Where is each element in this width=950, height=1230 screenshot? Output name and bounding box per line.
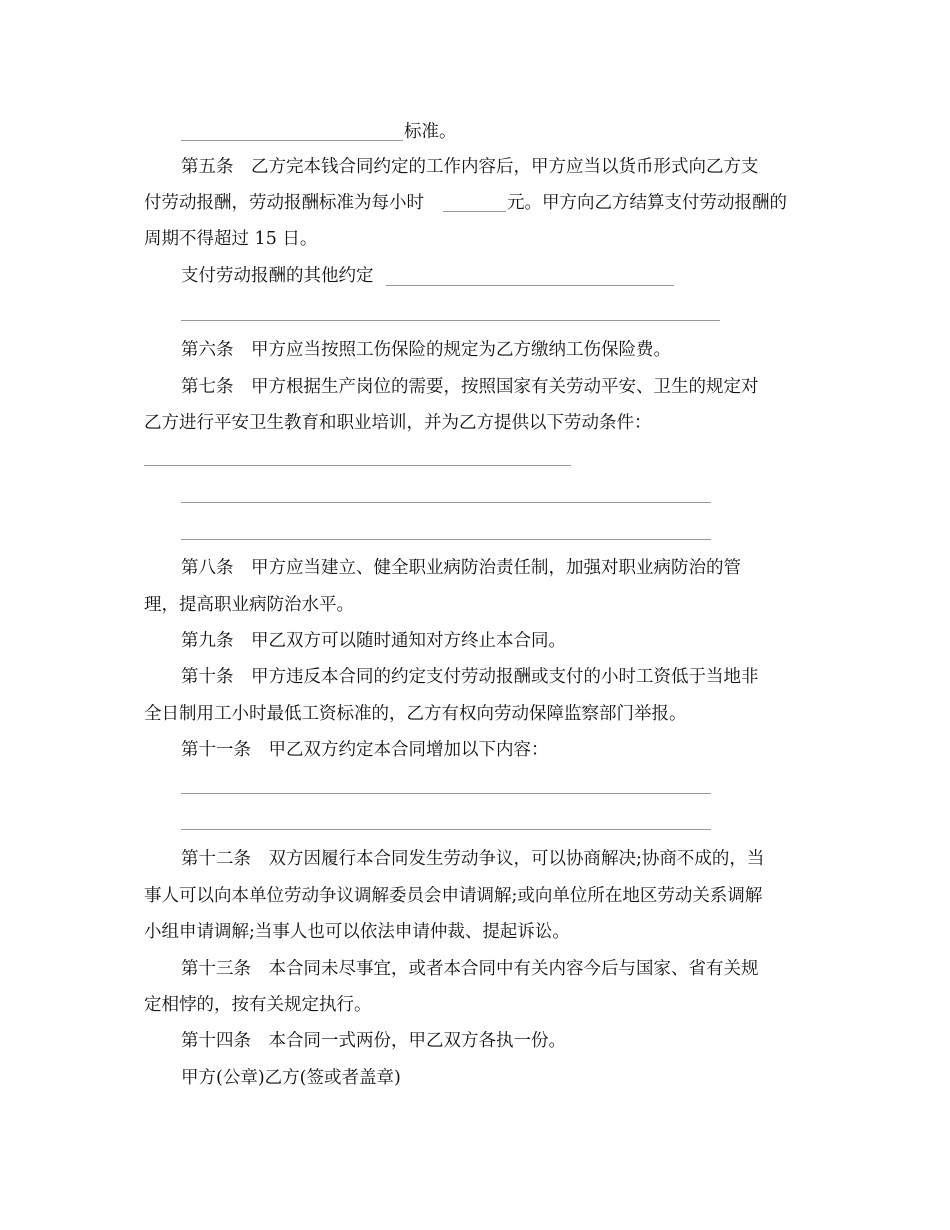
article-6: 第六条 甲方应当按照工伤保险的规定为乙方缴纳工伤保险费。 (181, 340, 671, 360)
article-10-line-1: 第十条 甲方违反本合同的约定支付劳动报酬或支付的小时工资低于当地非 (181, 667, 759, 687)
additional-content-blank-2 (181, 829, 711, 830)
article-5-line-2a: 付劳动报酬，劳动报酬标准为每小时 (144, 193, 424, 213)
article-5-line-3: 周期不得超过 15 日。 (144, 229, 318, 249)
article-13-line-2: 定相悖的，按有关规定执行。 (144, 995, 372, 1015)
article-14: 第十四条 本合同一式两份，甲乙双方各执一份。 (181, 1031, 566, 1051)
hourly-rate-blank (443, 211, 506, 212)
other-agreement-label: 支付劳动报酬的其他约定 (181, 266, 374, 286)
other-agreement-blank-1 (386, 285, 674, 286)
conditions-blank-1 (144, 465, 571, 466)
article-9: 第九条 甲乙双方可以随时通知对方终止本合同。 (181, 631, 566, 651)
article-8-line-1: 第八条 甲方应当建立、健全职业病防治责任制，加强对职业病防治的管 (181, 558, 741, 578)
article-7-line-2: 乙方进行平安卫生教育和职业培训，并为乙方提供以下劳动条件： (144, 413, 652, 433)
other-agreement-blank-2 (181, 320, 720, 321)
article-7-line-1: 第七条 甲方根据生产岗位的需要，按照国家有关劳动平安、卫生的规定对 (181, 377, 759, 397)
additional-content-blank-1 (181, 793, 711, 794)
article-11: 第十一条 甲乙双方约定本合同增加以下内容： (181, 740, 549, 760)
signature-line: 甲方(公章)乙方(签或者盖章) (181, 1068, 401, 1088)
article-12-line-2: 事人可以向本单位劳动争议调解委员会申请调解;或向单位所在地区劳动关系调解 (144, 886, 763, 906)
blank-line (181, 140, 403, 141)
article-5-line-1: 第五条 乙方完本钱合同约定的工作内容后，甲方应当以货币形式向乙方支 (181, 157, 759, 177)
article-8-line-2: 理，提高职业病防治水平。 (144, 595, 354, 615)
conditions-blank-3 (181, 539, 711, 540)
article-12-line-1: 第十二条 双方因履行本合同发生劳动争议，可以协商解决;协商不成的，当 (181, 849, 765, 869)
text-line: 标准。 (404, 122, 457, 142)
article-10-line-2: 全日制用工小时最低工资标准的，乙方有权向劳动保障监察部门举报。 (144, 704, 687, 724)
article-12-line-3: 小组申请调解;当事人也可以依法申请仲裁、提起诉讼。 (144, 922, 570, 942)
article-5-line-2b: 元。甲方向乙方结算支付劳动报酬的 (507, 193, 787, 213)
article-13-line-1: 第十三条 本合同未尽事宜，或者本合同中有关内容今后与国家、省有关规 (181, 959, 759, 979)
conditions-blank-2 (181, 502, 711, 503)
